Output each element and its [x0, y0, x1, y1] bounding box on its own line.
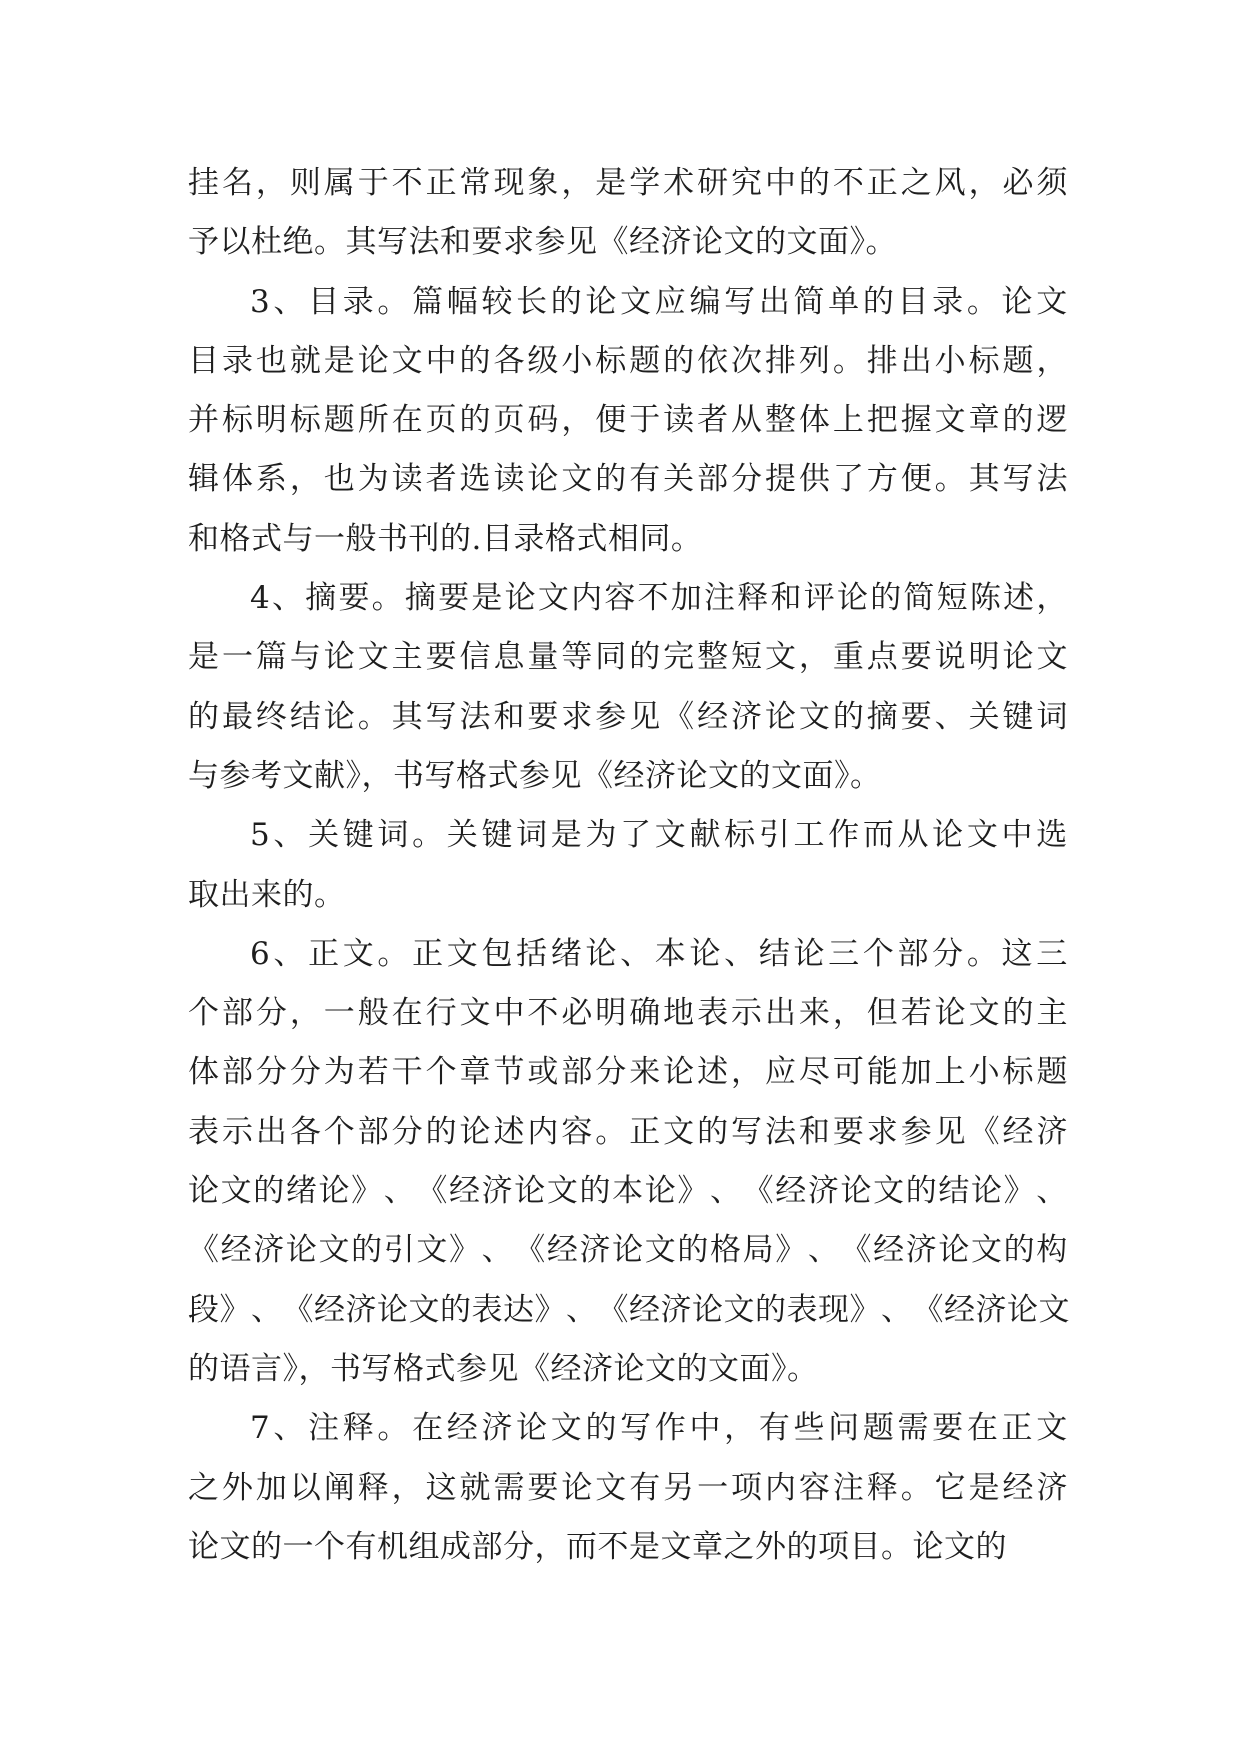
text-line: 与参考文献》，书写格式参见《经济论文的文面》。 — [188, 757, 882, 794]
para-item-3-contents — [188, 273, 1068, 569]
text-line: 之 外 加 以 阐 释 ， 这 就 需 要 论 文 有 另 一 项 内 容 注 释 。 它 是 经 济 — [188, 1469, 1068, 1506]
text-line: 段 》 、 《 经 济 论 文 的 表 达 》 、 《 经 济 论 文 的 表 现 》 、 《 经 济 论 文 — [188, 1291, 1070, 1328]
text-line: 7 、 注 释 。 在 经 济 论 文 的 写 作 中 ， 有 些 问 题 需 要 在 正 文 — [250, 1410, 1068, 1447]
text-line: 3 、 目 录 。 篇 幅 较 长 的 论 文 应 编 写 出 简 单 的 目 录 。 论 文 — [250, 283, 1068, 320]
text-line: 4 、 摘 要 。 摘 要 是 论 文 内 容 不 加 注 释 和 评 论 的 简 短 陈 述 ， — [250, 580, 1068, 617]
text-line: 个 部 分 ， 一 般 在 行 文 中 不 必 明 确 地 表 示 出 来 ， 但 若 论 文 的 主 — [188, 995, 1068, 1032]
text-line: 《 经 济 论 文 的 引 文 》 、 《 经 济 论 文 的 格 局 》 、 《 经 济 论 文 的 构 — [188, 1232, 1068, 1269]
para-item-7-notes — [188, 1399, 1068, 1577]
text-line: 取出来的。 — [188, 876, 346, 913]
text-line: 目 录 也 就 是 论 文 中 的 各 级 小 标 题 的 依 次 排 列 。 排 出 小 标 题 ， — [188, 342, 1068, 379]
text-line: 是 一 篇 与 论 文 主 要 信 息 量 等 同 的 完 整 短 文 ， 重 点 要 说 明 论 文 — [188, 639, 1068, 676]
text-line: 的语言》，书写格式参见《经济论文的文面》。 — [188, 1350, 819, 1387]
para-continuation — [188, 154, 1068, 273]
text-line: 和格式与一般书刊的.目录格式相同。 — [188, 520, 703, 557]
para-item-5-keywords — [188, 806, 1068, 925]
text-line: 论文的一个有机组成部分，而不是文章之外的项目。论文的 — [188, 1528, 1007, 1565]
text-line: 的 最 终 结 论 。 其 写 法 和 要 求 参 见 《 经 济 论 文 的 摘 要 、 关 键 词 — [188, 698, 1068, 735]
text-line: 辑 体 系 ， 也 为 读 者 选 读 论 文 的 有 关 部 分 提 供 了 方 便 。 其 写 法 — [188, 461, 1068, 498]
text-line: 6 、 正 文 。 正 文 包 括 绪 论 、 本 论 、 结 论 三 个 部 分 。 这 三 — [250, 935, 1068, 972]
text-line: 论 文 的 绪 论 》 、 《 经 济 论 文 的 本 论 》 、 《 经 济 论 文 的 结 论 》 、 — [188, 1173, 1068, 1210]
body-text — [188, 154, 1068, 1577]
text-line: 5 、 关 键 词 。 关 键 词 是 为 了 文 献 标 引 工 作 而 从 论 文 中 选 — [250, 817, 1068, 854]
text-line: 挂 名 ， 则 属 于 不 正 常 现 象 ， 是 学 术 研 究 中 的 不 正 之 风 ， 必 须 — [188, 165, 1068, 201]
text-line: 表 示 出 各 个 部 分 的 论 述 内 容 。 正 文 的 写 法 和 要 求 参 见 《 经 济 — [188, 1113, 1068, 1150]
para-item-4-abstract — [188, 569, 1068, 806]
text-line: 并 标 明 标 题 所 在 页 的 页 码 ， 便 于 读 者 从 整 体 上 把 握 文 章 的 逻 — [188, 402, 1068, 439]
text-line: 体 部 分 分 为 若 干 个 章 节 或 部 分 来 论 述 ， 应 尽 可 能 加 上 小 标 题 — [188, 1054, 1068, 1091]
para-item-6-body — [188, 925, 1068, 1399]
text-line: 予以杜绝。其写法和要求参见《经济论文的文面》。 — [188, 224, 897, 261]
